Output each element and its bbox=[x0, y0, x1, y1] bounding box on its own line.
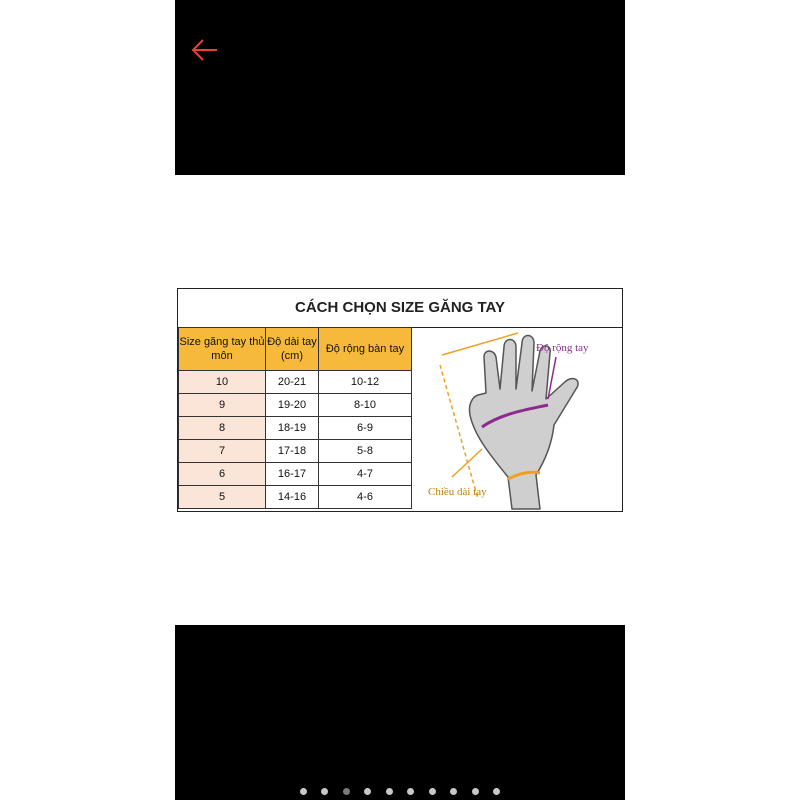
table-row bbox=[179, 394, 412, 417]
back-button[interactable] bbox=[189, 36, 221, 64]
carousel-dot-active[interactable] bbox=[343, 788, 350, 795]
bottom-black-panel bbox=[175, 625, 625, 800]
carousel-dot[interactable] bbox=[386, 788, 393, 795]
carousel-dot[interactable] bbox=[321, 788, 328, 795]
cell-length: 17-18 bbox=[266, 440, 319, 463]
cell-size: 6 bbox=[179, 463, 266, 486]
header-width: Độ rộng bàn tay bbox=[319, 328, 412, 371]
cell-width: 8-10 bbox=[319, 394, 412, 417]
phone-screen bbox=[175, 0, 625, 800]
cell-length: 16-17 bbox=[266, 463, 319, 486]
table-row bbox=[179, 486, 412, 509]
carousel-dot[interactable] bbox=[364, 788, 371, 795]
carousel-dot[interactable] bbox=[300, 788, 307, 795]
chart-title: CÁCH CHỌN SIZE GĂNG TAY bbox=[178, 289, 622, 328]
top-black-panel bbox=[175, 0, 625, 175]
cell-size: 9 bbox=[179, 394, 266, 417]
table-row bbox=[179, 417, 412, 440]
table-header-row bbox=[179, 328, 412, 371]
cell-length: 18-19 bbox=[266, 417, 319, 440]
length-pointer bbox=[452, 449, 482, 477]
cell-width: 4-7 bbox=[319, 463, 412, 486]
carousel-dots bbox=[175, 782, 625, 794]
size-guide-image bbox=[177, 288, 623, 512]
width-label: Độ rộng tay bbox=[536, 342, 589, 354]
carousel-dot[interactable] bbox=[493, 788, 500, 795]
table-row bbox=[179, 463, 412, 486]
carousel-dot[interactable] bbox=[407, 788, 414, 795]
length-guide-line bbox=[440, 365, 478, 499]
cell-width: 6-9 bbox=[319, 417, 412, 440]
cell-width: 4-6 bbox=[319, 486, 412, 509]
cell-length: 20-21 bbox=[266, 371, 319, 394]
size-table bbox=[178, 327, 412, 509]
table-row bbox=[179, 440, 412, 463]
carousel-dot[interactable] bbox=[450, 788, 457, 795]
cell-width: 10-12 bbox=[319, 371, 412, 394]
length-label: Chiều dài tay bbox=[428, 486, 487, 498]
back-arrow-icon bbox=[189, 36, 221, 64]
hand-icon bbox=[469, 336, 578, 510]
cell-width: 5-8 bbox=[319, 440, 412, 463]
cell-length: 14-16 bbox=[266, 486, 319, 509]
cell-size: 10 bbox=[179, 371, 266, 394]
carousel-dot[interactable] bbox=[429, 788, 436, 795]
header-size: Size găng tay thủ môn bbox=[179, 328, 266, 371]
cell-length: 19-20 bbox=[266, 394, 319, 417]
table-row bbox=[179, 371, 412, 394]
cell-size: 8 bbox=[179, 417, 266, 440]
cell-size: 5 bbox=[179, 486, 266, 509]
header-length: Độ dài tay (cm) bbox=[266, 328, 319, 371]
cell-size: 7 bbox=[179, 440, 266, 463]
carousel-dot[interactable] bbox=[472, 788, 479, 795]
hand-measurement-illustration bbox=[412, 327, 622, 511]
